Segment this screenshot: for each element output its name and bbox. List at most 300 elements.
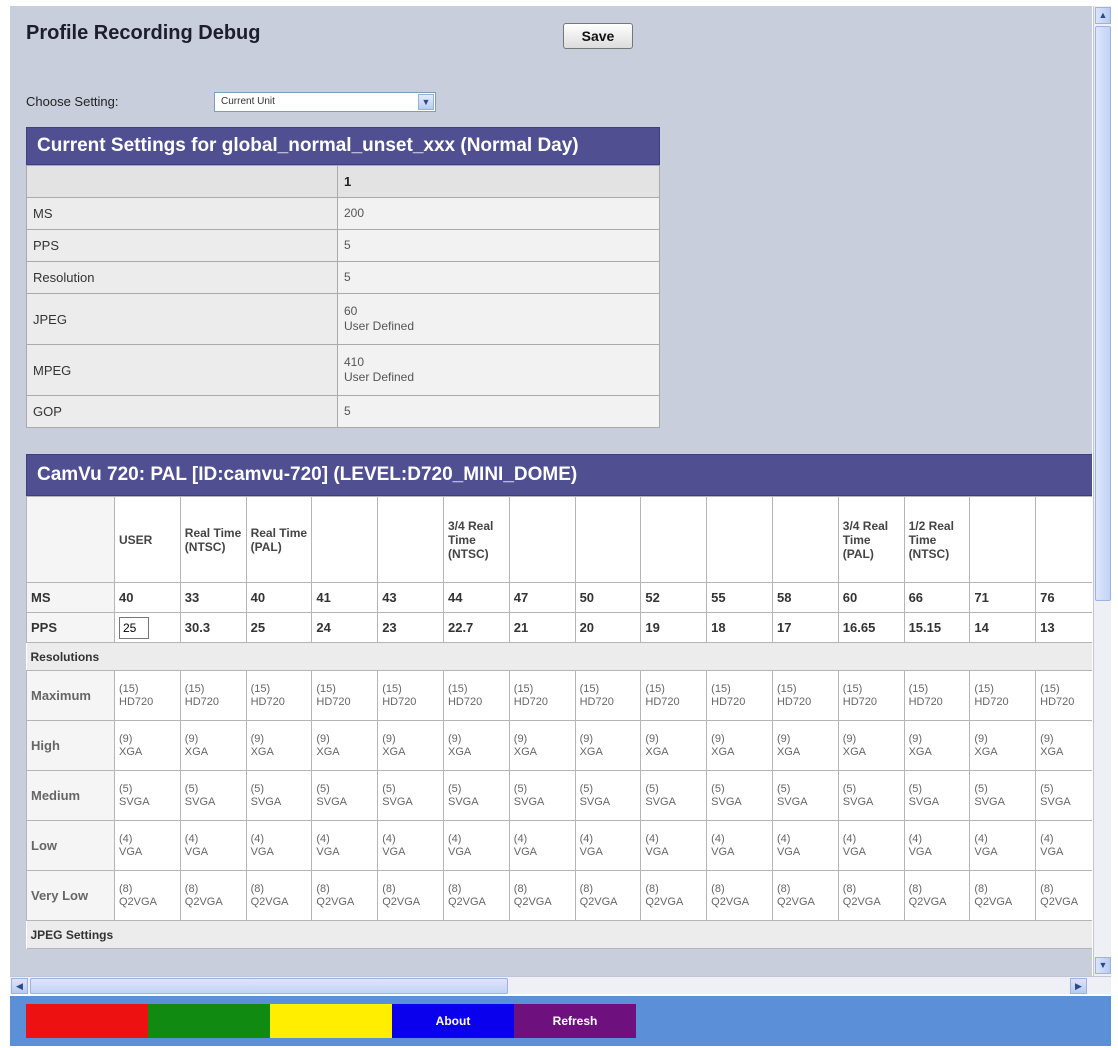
resolution-cell xyxy=(443,821,509,871)
resolution-cell xyxy=(378,671,444,721)
resolution-name: XGA xyxy=(119,745,143,758)
setting-label: MPEG xyxy=(27,345,338,396)
resolution-name: XGA xyxy=(513,745,538,758)
resolution-code: (5) xyxy=(579,782,594,795)
scroll-up-icon[interactable]: ▲ xyxy=(1095,7,1111,24)
resolution-name: SVGA xyxy=(645,795,676,808)
resolution-cell xyxy=(575,821,641,871)
resolution-code: (4) xyxy=(316,832,330,845)
resolution-cell xyxy=(772,721,838,771)
resolution-code: (9) xyxy=(447,732,462,745)
resolution-cell xyxy=(1036,671,1092,721)
resolution-name: VGA xyxy=(974,845,998,858)
resolution-code: (5) xyxy=(447,782,462,795)
current-settings-column-header: 1 xyxy=(338,166,660,198)
resolution-cell xyxy=(443,721,509,771)
resolution-name: HD720 xyxy=(513,695,549,708)
resolution-cell xyxy=(707,821,773,871)
resolution-name: SVGA xyxy=(579,795,611,808)
resolution-name: VGA xyxy=(711,845,735,858)
resolution-code: (5) xyxy=(908,782,923,795)
resolution-code: (4) xyxy=(447,832,462,845)
resolution-cell xyxy=(115,671,181,721)
resolution-name: XGA xyxy=(842,745,866,758)
ms-value: 33 xyxy=(180,583,246,613)
resolution-name: SVGA xyxy=(382,795,413,808)
resolution-cell xyxy=(838,821,904,871)
resolution-cell xyxy=(772,871,838,921)
resolution-cell xyxy=(378,721,444,771)
resolution-cell xyxy=(772,771,838,821)
resolution-code: (8) xyxy=(711,882,725,895)
resolution-name: Q2VGA xyxy=(1040,895,1079,908)
resolution-code: (8) xyxy=(250,882,265,895)
ms-value: 66 xyxy=(904,583,970,613)
resolution-cell xyxy=(312,871,378,921)
resolution-name: Q2VGA xyxy=(250,895,289,908)
pps-value: 18 xyxy=(707,613,773,643)
camera-column-header: 3/4 Real Time (PAL) xyxy=(838,497,904,583)
pps-value: 21 xyxy=(509,613,575,643)
resolution-code: (8) xyxy=(119,882,133,895)
resolution-name: Q2VGA xyxy=(447,895,486,908)
resolution-code: (5) xyxy=(184,782,199,795)
camera-pps-row xyxy=(27,613,1093,643)
resolution-code: (8) xyxy=(382,882,396,895)
resolution-cell xyxy=(509,721,575,771)
resolution-code: (5) xyxy=(974,782,988,795)
page-viewport xyxy=(10,6,1092,976)
ms-value: 71 xyxy=(970,583,1036,613)
setting-label: PPS xyxy=(27,230,338,262)
resolution-cell xyxy=(246,871,312,921)
scroll-down-icon[interactable]: ▼ xyxy=(1095,957,1111,974)
camera-column-header xyxy=(1036,497,1092,583)
resolution-cell xyxy=(772,671,838,721)
resolution-cell xyxy=(312,821,378,871)
refresh-button[interactable]: Refresh xyxy=(514,1004,636,1038)
resolution-cell xyxy=(443,671,509,721)
resolution-name: HD720 xyxy=(645,695,680,708)
horizontal-scrollbar[interactable] xyxy=(10,976,1111,994)
resolution-name: XGA xyxy=(974,745,998,758)
resolution-cell xyxy=(509,821,575,871)
pps-user-cell xyxy=(115,613,181,643)
resolution-name: Q2VGA xyxy=(908,895,947,908)
resolution-cell xyxy=(378,771,444,821)
resolution-row xyxy=(27,871,1093,921)
resolution-cell xyxy=(838,721,904,771)
resolution-name: SVGA xyxy=(184,795,216,808)
resolution-code: (5) xyxy=(776,782,791,795)
resolution-cell xyxy=(970,671,1036,721)
resolution-cell xyxy=(970,771,1036,821)
resolution-cell xyxy=(904,721,970,771)
resolution-cell xyxy=(180,721,246,771)
camera-column-header xyxy=(772,497,838,583)
resolution-code: (5) xyxy=(250,782,265,795)
resolution-name: XGA xyxy=(447,745,472,758)
resolution-name: XGA xyxy=(711,745,735,758)
ms-value: 44 xyxy=(443,583,509,613)
resolution-name: SVGA xyxy=(711,795,742,808)
setting-value: 5 xyxy=(344,238,351,252)
resolution-code: (15) xyxy=(842,682,863,695)
resolution-cell xyxy=(443,771,509,821)
current-settings-row xyxy=(27,262,660,294)
resolution-name: HD720 xyxy=(382,695,417,708)
resolution-name: VGA xyxy=(645,845,669,858)
resolution-cell xyxy=(180,771,246,821)
resolution-cell xyxy=(641,821,707,871)
camera-column-header xyxy=(641,497,707,583)
ms-value: 52 xyxy=(641,583,707,613)
resolution-code: (15) xyxy=(513,682,534,695)
ms-value: 50 xyxy=(575,583,641,613)
camera-column-header xyxy=(970,497,1036,583)
resolution-name: VGA xyxy=(579,845,603,858)
setting-value-cell xyxy=(338,198,660,230)
resolution-code: (8) xyxy=(776,882,791,895)
resolution-code: (9) xyxy=(250,732,265,745)
resolution-cell xyxy=(772,821,838,871)
ms-value: 76 xyxy=(1036,583,1092,613)
resolution-code: (9) xyxy=(842,732,857,745)
resolution-name: XGA xyxy=(382,745,406,758)
resolution-code: (8) xyxy=(184,882,199,895)
resolution-code: (9) xyxy=(908,732,923,745)
resolution-cell xyxy=(641,671,707,721)
resolution-cell xyxy=(904,771,970,821)
resolution-code: (4) xyxy=(382,832,396,845)
resolution-code: (5) xyxy=(645,782,659,795)
camera-ms-row xyxy=(27,583,1093,613)
resolution-cell xyxy=(1036,771,1092,821)
resolution-cell xyxy=(904,671,970,721)
resolution-row xyxy=(27,771,1093,821)
setting-value-cell xyxy=(338,230,660,262)
camera-column-header xyxy=(575,497,641,583)
pps-value: 16.65 xyxy=(838,613,904,643)
resolution-name: HD720 xyxy=(579,695,614,708)
ms-value: 43 xyxy=(378,583,444,613)
resolution-name: VGA xyxy=(842,845,866,858)
horizontal-scroll-thumb[interactable] xyxy=(30,978,508,994)
current-settings-row xyxy=(27,294,660,345)
resolution-cell xyxy=(1036,721,1092,771)
resolution-name: Q2VGA xyxy=(513,895,552,908)
resolution-code: (5) xyxy=(842,782,857,795)
resolution-code: (8) xyxy=(908,882,923,895)
setting-value-cell xyxy=(338,396,660,428)
resolution-code: (9) xyxy=(382,732,396,745)
current-settings-corner xyxy=(27,166,338,198)
setting-value: 200 xyxy=(344,206,365,220)
current-settings-row xyxy=(27,396,660,428)
pps-value: 19 xyxy=(641,613,707,643)
current-settings-row xyxy=(27,230,660,262)
setting-value-cell xyxy=(338,294,660,345)
current-settings-row xyxy=(27,345,660,396)
ms-value: 47 xyxy=(509,583,575,613)
bottom-key-bar xyxy=(10,996,1111,1046)
resolution-name: HD720 xyxy=(119,695,154,708)
resolution-cell xyxy=(312,671,378,721)
resolution-code: (4) xyxy=(842,832,857,845)
resolution-name: Q2VGA xyxy=(579,895,618,908)
resolutions-section-row xyxy=(27,643,1093,671)
camera-column-header xyxy=(378,497,444,583)
resolution-cell xyxy=(707,871,773,921)
pps-value: 20 xyxy=(575,613,641,643)
resolution-name: Q2VGA xyxy=(184,895,223,908)
resolution-code: (9) xyxy=(184,732,199,745)
resolution-name: SVGA xyxy=(447,795,479,808)
resolution-code: (5) xyxy=(513,782,528,795)
resolution-code: (9) xyxy=(1040,732,1054,745)
resolution-code: (8) xyxy=(447,882,462,895)
resolution-name: VGA xyxy=(908,845,932,858)
resolution-name: XGA xyxy=(908,745,932,758)
resolution-code: (8) xyxy=(645,882,659,895)
camera-corner xyxy=(27,497,115,583)
resolution-name: HD720 xyxy=(250,695,285,708)
resolution-code: (4) xyxy=(776,832,791,845)
resolutions-section-label: Resolutions xyxy=(27,643,1093,671)
setting-value-cell xyxy=(338,345,660,396)
resolution-name: SVGA xyxy=(316,795,347,808)
resolution-label: Low xyxy=(27,821,115,871)
current-settings-row xyxy=(27,198,660,230)
resolution-name: VGA xyxy=(382,845,406,858)
setting-label: MS xyxy=(27,198,338,230)
resolution-name: HD720 xyxy=(776,695,812,708)
pps-value: 23 xyxy=(378,613,444,643)
resolution-cell xyxy=(904,871,970,921)
setting-label: GOP xyxy=(27,396,338,428)
ms-row-label: MS xyxy=(27,583,115,613)
resolution-name: SVGA xyxy=(119,795,150,808)
resolution-cell xyxy=(312,771,378,821)
resolution-name: HD720 xyxy=(908,695,943,708)
resolution-cell xyxy=(115,721,181,771)
resolution-cell xyxy=(1036,821,1092,871)
resolution-name: Q2VGA xyxy=(711,895,750,908)
resolution-name: Q2VGA xyxy=(974,895,1013,908)
resolution-code: (15) xyxy=(711,682,731,695)
resolution-cell xyxy=(575,871,641,921)
resolution-name: SVGA xyxy=(513,795,545,808)
yellow-key-button[interactable] xyxy=(270,1004,392,1038)
resolution-code: (15) xyxy=(974,682,994,695)
resolution-cell xyxy=(378,871,444,921)
resolution-code: (15) xyxy=(776,682,797,695)
red-key-button[interactable] xyxy=(26,1004,148,1038)
resolution-name: Q2VGA xyxy=(119,895,157,908)
current-settings-header-row xyxy=(27,166,660,198)
setting-value: 60 xyxy=(344,304,358,318)
vertical-scroll-thumb[interactable] xyxy=(1095,26,1111,601)
choose-setting-select[interactable] xyxy=(214,92,436,112)
camera-column-header xyxy=(312,497,378,583)
page-title: Profile Recording Debug xyxy=(26,22,261,44)
resolution-name: XGA xyxy=(645,745,669,758)
resolution-code: (8) xyxy=(974,882,988,895)
resolution-name: XGA xyxy=(776,745,801,758)
setting-label: Resolution xyxy=(27,262,338,294)
resolution-name: XGA xyxy=(579,745,603,758)
setting-value-note: User Defined xyxy=(344,319,415,333)
resolution-name: SVGA xyxy=(776,795,808,808)
ms-value: 41 xyxy=(312,583,378,613)
pps-row-label: PPS xyxy=(27,613,115,643)
ms-value: 58 xyxy=(772,583,838,613)
resolution-label: High xyxy=(27,721,115,771)
jpeg-section-row xyxy=(27,921,1093,949)
resolution-name: HD720 xyxy=(842,695,878,708)
camera-column-header xyxy=(509,497,575,583)
resolution-name: Q2VGA xyxy=(776,895,815,908)
choose-setting-value: Current Unit xyxy=(221,96,275,107)
resolution-cell xyxy=(509,771,575,821)
pps-value: 22.7 xyxy=(443,613,509,643)
resolution-name: HD720 xyxy=(447,695,483,708)
resolution-name: HD720 xyxy=(316,695,351,708)
resolution-name: Q2VGA xyxy=(645,895,684,908)
resolution-cell xyxy=(509,871,575,921)
resolution-code: (15) xyxy=(908,682,929,695)
resolution-code: (15) xyxy=(579,682,600,695)
resolution-label: Very Low xyxy=(27,871,115,921)
pps-value: 15.15 xyxy=(904,613,970,643)
resolution-cell xyxy=(641,871,707,921)
resolution-code: (5) xyxy=(1040,782,1054,795)
pps-value: 25 xyxy=(246,613,312,643)
resolution-code: (15) xyxy=(645,682,665,695)
resolution-name: HD720 xyxy=(711,695,746,708)
setting-label: JPEG xyxy=(27,294,338,345)
pps-value: 24 xyxy=(312,613,378,643)
camera-column-header: USER xyxy=(115,497,181,583)
resolution-name: VGA xyxy=(447,845,472,858)
camera-column-header: 1/2 Real Time (NTSC) xyxy=(904,497,970,583)
resolution-cell xyxy=(575,671,641,721)
resolution-cell xyxy=(246,671,312,721)
camera-column-header: Real Time (PAL) xyxy=(246,497,312,583)
resolution-name: SVGA xyxy=(908,795,940,808)
resolution-name: SVGA xyxy=(974,795,1005,808)
pps-user-input[interactable] xyxy=(119,617,149,639)
resolution-cell xyxy=(838,871,904,921)
resolution-code: (9) xyxy=(316,732,330,745)
resolution-code: (15) xyxy=(119,682,139,695)
camera-header-row xyxy=(27,497,1093,583)
resolution-code: (4) xyxy=(711,832,725,845)
resolution-code: (9) xyxy=(119,732,133,745)
resolution-name: HD720 xyxy=(974,695,1009,708)
pps-value: 14 xyxy=(970,613,1036,643)
camera-column-header: Real Time (NTSC) xyxy=(180,497,246,583)
setting-value: 5 xyxy=(344,270,351,284)
resolution-code: (8) xyxy=(316,882,330,895)
about-button[interactable]: About xyxy=(392,1004,514,1038)
resolution-name: XGA xyxy=(316,745,340,758)
jpeg-section-label: JPEG Settings xyxy=(27,921,1093,949)
ms-value: 55 xyxy=(707,583,773,613)
resolution-code: (15) xyxy=(382,682,402,695)
resolution-cell xyxy=(115,871,181,921)
scroll-right-icon[interactable]: ▶ xyxy=(1070,978,1087,994)
resolution-name: VGA xyxy=(250,845,274,858)
resolution-row xyxy=(27,721,1093,771)
resolution-name: SVGA xyxy=(1040,795,1071,808)
resolution-name: VGA xyxy=(119,845,143,858)
resolution-code: (9) xyxy=(776,732,791,745)
resolution-code: (4) xyxy=(1040,832,1054,845)
resolution-name: HD720 xyxy=(1040,695,1075,708)
resolution-code: (4) xyxy=(250,832,265,845)
resolution-code: (4) xyxy=(119,832,133,845)
resolution-code: (8) xyxy=(579,882,594,895)
resolution-code: (4) xyxy=(513,832,528,845)
resolution-cell xyxy=(575,771,641,821)
ms-value: 60 xyxy=(838,583,904,613)
resolution-cell xyxy=(904,821,970,871)
resolution-name: VGA xyxy=(316,845,340,858)
resolution-cell xyxy=(180,821,246,871)
ms-value: 40 xyxy=(246,583,312,613)
resolution-cell xyxy=(246,721,312,771)
resolution-cell xyxy=(838,671,904,721)
ms-value: 40 xyxy=(115,583,181,613)
resolution-code: (4) xyxy=(184,832,199,845)
resolution-cell xyxy=(707,671,773,721)
pps-value: 30.3 xyxy=(180,613,246,643)
resolution-cell xyxy=(378,821,444,871)
resolution-code: (15) xyxy=(316,682,336,695)
pps-value: 13 xyxy=(1036,613,1092,643)
resolution-cell xyxy=(970,821,1036,871)
resolution-cell xyxy=(575,721,641,771)
resolution-code: (15) xyxy=(184,682,205,695)
resolution-cell xyxy=(509,671,575,721)
save-button[interactable]: Save xyxy=(563,23,633,49)
resolution-code: (5) xyxy=(316,782,330,795)
scroll-left-icon[interactable]: ◀ xyxy=(11,978,28,994)
resolution-code: (8) xyxy=(513,882,528,895)
green-key-button[interactable] xyxy=(148,1004,270,1038)
current-settings-table xyxy=(26,127,660,428)
resolution-code: (9) xyxy=(974,732,988,745)
resolution-cell xyxy=(246,771,312,821)
resolution-cell xyxy=(180,871,246,921)
resolution-row xyxy=(27,671,1093,721)
choose-setting-label: Choose Setting: xyxy=(26,94,119,109)
resolution-code: (9) xyxy=(579,732,594,745)
camera-column-header: 3/4 Real Time (NTSC) xyxy=(443,497,509,583)
resolution-code: (5) xyxy=(119,782,133,795)
resolution-cell xyxy=(443,871,509,921)
chevron-down-icon[interactable]: ▼ xyxy=(418,94,434,110)
resolution-cell xyxy=(970,871,1036,921)
resolution-cell xyxy=(707,771,773,821)
setting-value-cell xyxy=(338,262,660,294)
camera-profile-title: CamVu 720: PAL [ID:camvu-720] (LEVEL:D720_MINI_DOME) xyxy=(26,454,1092,496)
vertical-scrollbar[interactable] xyxy=(1093,6,1111,976)
resolution-row xyxy=(27,821,1093,871)
resolution-name: Q2VGA xyxy=(382,895,421,908)
resolution-name: VGA xyxy=(776,845,801,858)
